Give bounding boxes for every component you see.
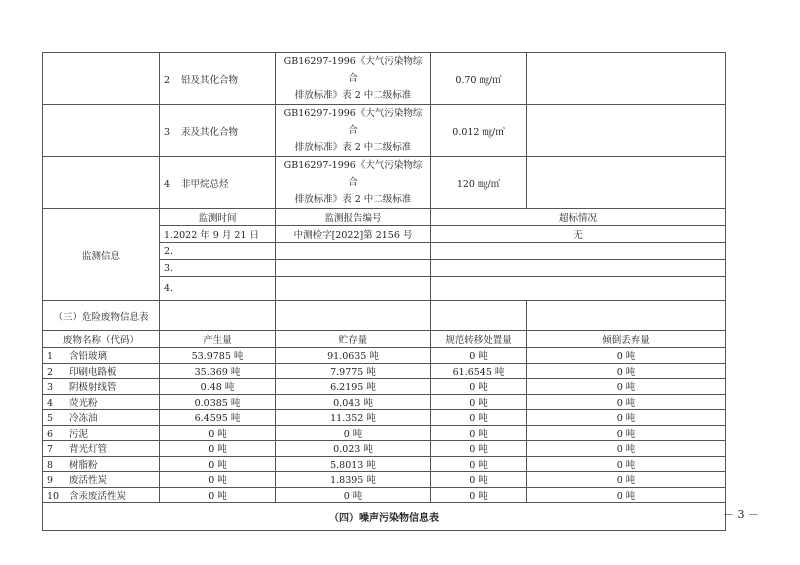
waste-produced: 0 吨 xyxy=(160,472,276,488)
waste-dumped: 0 吨 xyxy=(527,487,726,503)
pollutant-row xyxy=(43,105,726,157)
waste-dumped: 0 吨 xyxy=(527,348,726,364)
waste-dumped: 0 吨 xyxy=(527,456,726,472)
waste-name: 树脂粉 xyxy=(69,459,98,471)
pollutant-name: 铅及其化合物 xyxy=(181,74,239,86)
monitoring-report-header: 监测报告编号 xyxy=(276,209,431,226)
pollutant-row xyxy=(43,157,726,209)
waste-no: 9 xyxy=(47,475,54,487)
waste-name: 冷冻油 xyxy=(69,413,98,425)
waste-row xyxy=(43,410,726,426)
waste-dumped: 0 吨 xyxy=(527,379,726,395)
noise-title-row xyxy=(43,503,726,531)
waste-stored: 6.2195 吨 xyxy=(276,379,431,395)
waste-row xyxy=(43,456,726,472)
waste-name-cell xyxy=(43,410,160,426)
waste-no: 4 xyxy=(47,397,54,409)
waste-name-cell xyxy=(43,441,160,457)
waste-name: 印刷电路板 xyxy=(69,366,117,378)
waste-row xyxy=(43,487,726,503)
waste-no: 1 xyxy=(47,351,54,363)
waste-transferred: 61.6545 吨 xyxy=(431,363,527,379)
waste-stored: 1.8395 吨 xyxy=(276,472,431,488)
waste-stored: 0 吨 xyxy=(276,487,431,503)
waste-name-header: 废物名称（代码） xyxy=(43,331,160,348)
waste-produced: 0 吨 xyxy=(160,425,276,441)
waste-row xyxy=(43,425,726,441)
transferred-header: 规范转移处置量 xyxy=(431,331,527,348)
waste-row xyxy=(43,472,726,488)
waste-stored: 5.8013 吨 xyxy=(276,456,431,472)
waste-no: 10 xyxy=(47,490,60,502)
waste-name-cell xyxy=(43,394,160,410)
waste-transferred: 0 吨 xyxy=(431,472,527,488)
waste-name: 含铅玻璃 xyxy=(69,351,108,363)
waste-no: 6 xyxy=(47,428,54,440)
waste-row xyxy=(43,394,726,410)
waste-no: 3 xyxy=(47,382,54,394)
monitoring-time-header: 监测时间 xyxy=(160,209,276,226)
waste-transferred: 0 吨 xyxy=(431,487,527,503)
waste-dumped: 0 吨 xyxy=(527,472,726,488)
monitoring-exceed: 无 xyxy=(431,226,726,243)
waste-transferred: 0 吨 xyxy=(431,379,527,395)
waste-transferred: 0 吨 xyxy=(431,425,527,441)
pollutant-no: 2 xyxy=(164,74,171,86)
pollutant-no: 4 xyxy=(164,178,171,190)
monitoring-time: 4. xyxy=(160,277,276,301)
waste-dumped: 0 吨 xyxy=(527,363,726,379)
waste-dumped: 0 吨 xyxy=(527,425,726,441)
waste-stored: 0 吨 xyxy=(276,425,431,441)
pollutant-standard: GB16297-1996《大气污染物综合 排放标准》表 2 中二级标准 xyxy=(276,105,431,157)
monitoring-header-row xyxy=(43,209,726,226)
hazardous-title: （三）危险废物信息表 xyxy=(43,301,160,331)
pollutant-name: 汞及其化合物 xyxy=(181,126,239,138)
pollutant-standard: GB16297-1996《大气污染物综合 排放标准》表 2 中二级标准 xyxy=(276,157,431,209)
waste-dumped: 0 吨 xyxy=(527,441,726,457)
monitoring-label: 监测信息 xyxy=(43,209,160,301)
monitoring-exceed-header: 超标情况 xyxy=(431,209,726,226)
waste-dumped: 0 吨 xyxy=(527,410,726,426)
waste-row xyxy=(43,348,726,364)
waste-name: 废活性炭 xyxy=(69,475,108,487)
waste-transferred: 0 吨 xyxy=(431,348,527,364)
pollutant-limit: 0.70 ㎎/㎥ xyxy=(431,53,527,105)
waste-name-cell xyxy=(43,456,160,472)
noise-title: （四）噪声污染物信息表 xyxy=(43,503,726,531)
waste-produced: 35.369 吨 xyxy=(160,363,276,379)
pollutant-name: 非甲烷总烃 xyxy=(181,178,229,190)
waste-name-cell xyxy=(43,363,160,379)
waste-stored: 0.043 吨 xyxy=(276,394,431,410)
hazardous-header-row xyxy=(43,331,726,348)
waste-stored: 11.352 吨 xyxy=(276,410,431,426)
waste-name-cell xyxy=(43,487,160,503)
waste-transferred: 0 吨 xyxy=(431,410,527,426)
info-table xyxy=(42,52,726,531)
waste-produced: 0 吨 xyxy=(160,441,276,457)
waste-name: 荧光粉 xyxy=(69,397,98,409)
monitoring-report: 中测检字[2022]第 2156 号 xyxy=(276,226,431,243)
waste-name: 污泥 xyxy=(69,428,89,440)
waste-transferred: 0 吨 xyxy=(431,441,527,457)
waste-row xyxy=(43,379,726,395)
dumped-header: 倾倒丢弃量 xyxy=(527,331,726,348)
page-number: － 3 － xyxy=(723,508,759,521)
waste-row xyxy=(43,363,726,379)
hazardous-title-row xyxy=(43,301,726,331)
pollutant-standard: GB16297-1996《大气污染物综合 排放标准》表 2 中二级标准 xyxy=(276,53,431,105)
waste-name: 含汞废活性炭 xyxy=(69,490,127,502)
waste-dumped: 0 吨 xyxy=(527,394,726,410)
waste-stored: 7.9775 吨 xyxy=(276,363,431,379)
waste-name-cell xyxy=(43,348,160,364)
waste-stored: 91.0635 吨 xyxy=(276,348,431,364)
waste-produced: 53.9785 吨 xyxy=(160,348,276,364)
waste-name-cell xyxy=(43,425,160,441)
monitoring-time: 2. xyxy=(160,243,276,260)
produced-header: 产生量 xyxy=(160,331,276,348)
waste-no: 7 xyxy=(47,444,54,456)
waste-produced: 0.0385 吨 xyxy=(160,394,276,410)
waste-name-cell xyxy=(43,379,160,395)
waste-name: 背光灯管 xyxy=(69,444,108,456)
pollutant-row xyxy=(43,53,726,105)
waste-no: 5 xyxy=(47,413,54,425)
waste-produced: 0.48 吨 xyxy=(160,379,276,395)
pollutant-limit: 120 ㎎/㎥ xyxy=(431,157,527,209)
waste-produced: 0 吨 xyxy=(160,487,276,503)
stored-header: 贮存量 xyxy=(276,331,431,348)
waste-transferred: 0 吨 xyxy=(431,394,527,410)
monitoring-time: 1.2022 年 9 月 21 日 xyxy=(160,226,276,243)
waste-produced: 0 吨 xyxy=(160,456,276,472)
waste-no: 8 xyxy=(47,459,54,471)
waste-stored: 0.023 吨 xyxy=(276,441,431,457)
monitoring-time: 3. xyxy=(160,260,276,277)
waste-transferred: 0 吨 xyxy=(431,456,527,472)
waste-name-cell xyxy=(43,472,160,488)
waste-no: 2 xyxy=(47,366,54,378)
waste-row xyxy=(43,441,726,457)
pollutant-no: 3 xyxy=(164,126,171,138)
waste-name: 阴极射线管 xyxy=(69,382,117,394)
hazardous-body xyxy=(43,348,726,503)
waste-produced: 6.4595 吨 xyxy=(160,410,276,426)
pollutant-limit: 0.012 ㎎/㎥ xyxy=(431,105,527,157)
